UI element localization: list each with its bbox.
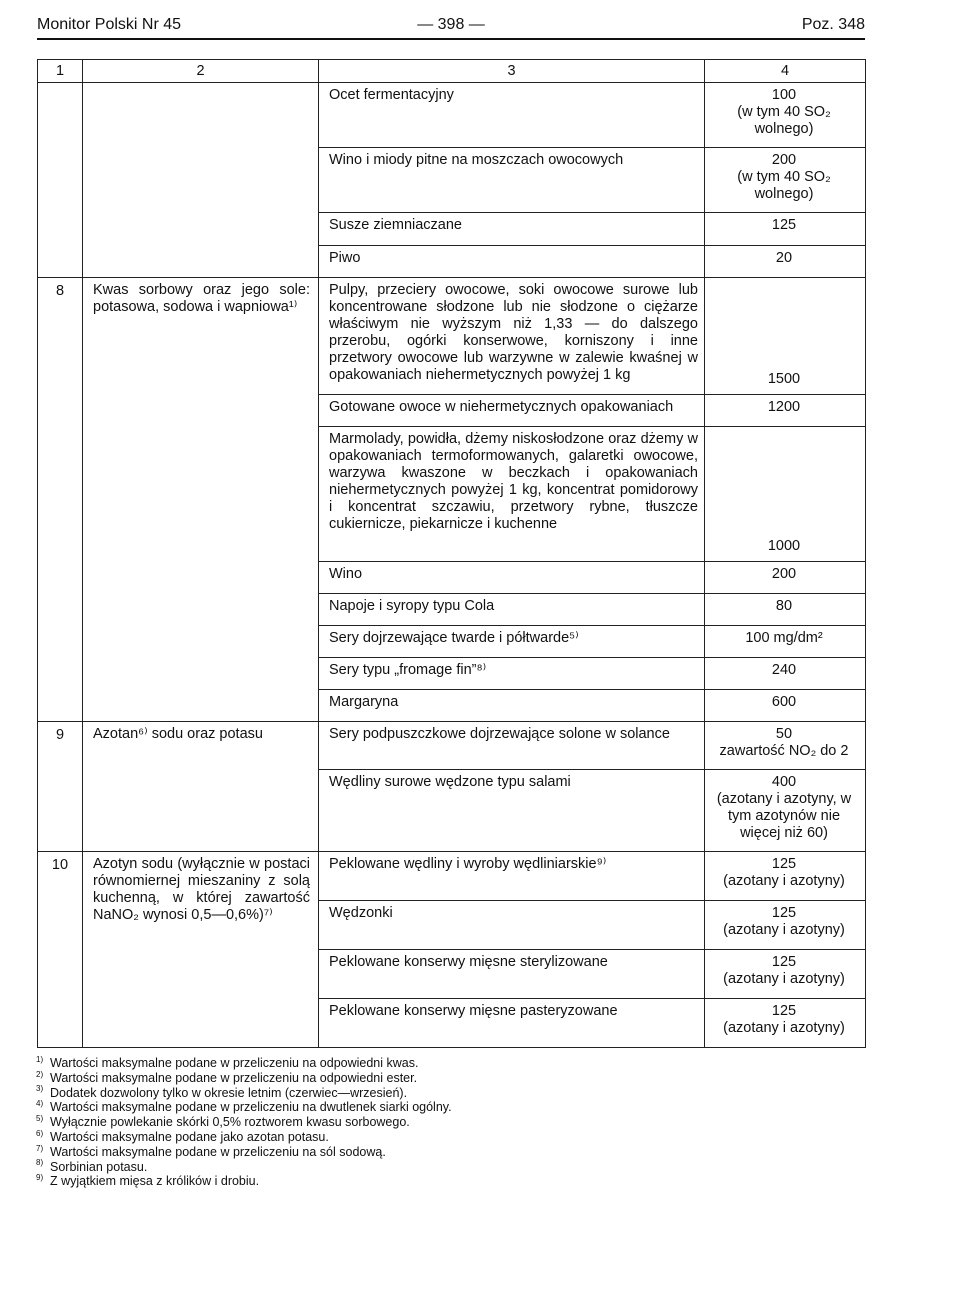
footnote-text: Sorbinian potasu.: [50, 1159, 148, 1174]
row-number: 10: [38, 852, 83, 1048]
amount-cell: [705, 427, 866, 562]
footnote: 1) Wartości maksymalne podane w przeliczeniu na odpowiedni kwas.: [36, 1054, 419, 1070]
max-amount: 125 (azotany i azotyny): [723, 856, 845, 889]
food-product: Peklowane konserwy mięsne pasteryzowane: [319, 999, 705, 1048]
position-number: Poz. 348: [801, 16, 865, 33]
row-number: 9: [38, 722, 83, 852]
food-product: Wino: [319, 562, 705, 594]
table-row: [38, 852, 866, 901]
max-amount: 200 (w tym 40 SO₂ wolnego): [737, 152, 831, 202]
amount-cell: [705, 658, 866, 690]
footnote: 9) Z wyjątkiem mięsa z królików i drobiu.: [36, 1173, 260, 1189]
max-amount: 1000: [767, 538, 801, 554]
amount-cell: [705, 278, 866, 395]
amount-cell: [705, 148, 866, 213]
max-amount: 400 (azotany i azotyny, w tym azotynów nie więcej niż 60): [716, 774, 852, 841]
food-product: Napoje i syropy typu Cola: [319, 594, 705, 626]
food-product: Wędzonki: [319, 901, 705, 950]
footnote: 5) Wyłącznie powlekanie skórki 0,5% roztworem kwasu sorbowego.: [36, 1114, 410, 1130]
amount-cell: [705, 690, 866, 722]
footnote: 8) Sorbinian potasu.: [36, 1158, 148, 1174]
max-amount: 125 (azotany i azotyny): [723, 1003, 845, 1036]
amount-cell: [705, 594, 866, 626]
footnote: 4) Wartości maksymalne podane w przeliczeniu na dwutlenek siarki ogólny.: [36, 1099, 452, 1115]
max-amount: 100 (w tym 40 SO₂ wolnego): [737, 87, 831, 137]
amount-cell: [705, 246, 866, 278]
additives-table: [37, 59, 866, 1048]
amount-cell: [705, 722, 866, 770]
footnote: 7) Wartości maksymalne podane w przeliczeniu na sól sodową.: [36, 1143, 386, 1159]
column-header: 1: [38, 60, 83, 83]
amount-cell: [705, 395, 866, 427]
food-product: Sery dojrzewające twarde i półtwarde⁵⁾: [319, 626, 705, 658]
footnote-text: Wartości maksymalne podane jako azotan potasu.: [50, 1129, 329, 1144]
page-number: — 398 —: [417, 16, 485, 33]
max-amount: 100 mg/dm²: [745, 630, 823, 646]
column-header-row: [38, 60, 866, 83]
food-product: Peklowane konserwy mięsne sterylizowane: [319, 950, 705, 999]
footnote-text: Wartości maksymalne podane w przeliczeniu na odpowiedni ester.: [50, 1070, 418, 1085]
substance-name: [83, 83, 319, 278]
column-header: 4: [705, 60, 866, 83]
amount-cell: [705, 213, 866, 246]
food-product: Margaryna: [319, 690, 705, 722]
max-amount: 50 zawartość NO₂ do 2: [719, 726, 849, 759]
max-amount: 125: [771, 217, 797, 233]
footnote-text: Z wyjątkiem mięsa z królików i drobiu.: [50, 1174, 260, 1189]
amount-cell: [705, 562, 866, 594]
footnote-text: Wyłącznie powlekanie skórki 0,5% roztworem kwasu sorbowego.: [50, 1115, 410, 1130]
amount-cell: [705, 950, 866, 999]
publication-title: Monitor Polski Nr 45: [37, 16, 182, 33]
column-header: 3: [319, 60, 705, 83]
max-amount: 125 (azotany i azotyny): [723, 954, 845, 987]
max-amount: 1500: [767, 371, 801, 387]
column-header: 2: [83, 60, 319, 83]
food-product: Wędliny surowe wędzone typu salami: [319, 770, 705, 852]
row-number: [38, 83, 83, 278]
food-product: Ocet fermentacyjny: [319, 83, 705, 148]
max-amount: 1200: [767, 399, 801, 415]
max-amount: 20: [775, 250, 793, 266]
max-amount: 240: [771, 662, 797, 678]
amount-cell: [705, 626, 866, 658]
table-row: [38, 83, 866, 148]
substance-name: Azotan⁶⁾ sodu oraz potasu: [83, 722, 319, 852]
amount-cell: [705, 901, 866, 950]
amount-cell: [705, 999, 866, 1048]
amount-cell: [705, 83, 866, 148]
food-product: Susze ziemniaczane: [319, 213, 705, 246]
max-amount: 80: [775, 598, 793, 614]
footnote-text: Wartości maksymalne podane w przeliczeniu na dwutlenek siarki ogólny.: [50, 1100, 452, 1115]
row-number: 8: [38, 278, 83, 722]
footnote-text: Wartości maksymalne podane w przeliczeniu na odpowiedni kwas.: [50, 1056, 419, 1070]
substance-name: Kwas sorbowy oraz jego sole: potasowa, sodowa i wapniowa¹⁾: [83, 278, 319, 722]
amount-cell: [705, 852, 866, 901]
footnotes: [36, 1056, 452, 1189]
footnote-text: Dodatek dozwolony tylko w okresie letnim (czerwiec—wrzesień).: [50, 1085, 408, 1100]
food-product: Sery podpuszczkowe dojrzewające solone w solance: [319, 722, 705, 770]
food-product: Peklowane wędliny i wyroby wędliniarskie⁹⁾: [319, 852, 705, 901]
table-row: [38, 722, 866, 770]
substance-name: Azotyn sodu (wyłącznie w postaci równomiernej mieszaniny z solą kuchenną, w której zawartość NaNO₂ wynosi 0,5—0,6%)⁷⁾: [83, 852, 319, 1048]
food-product: Wino i miody pitne na moszczach owocowych: [319, 148, 705, 213]
food-product: Gotowane owoce w niehermetycznych opakowaniach: [319, 395, 705, 427]
max-amount: 200: [771, 566, 797, 582]
footnote: 2) Wartości maksymalne podane w przeliczeniu na odpowiedni ester.: [36, 1069, 418, 1085]
footnote: 3) Dodatek dozwolony tylko w okresie letnim (czerwiec—wrzesień).: [36, 1084, 408, 1100]
footnote: 6) Wartości maksymalne podane jako azotan potasu.: [36, 1128, 329, 1144]
food-product: Marmolady, powidła, dżemy niskosłodzone oraz dżemy w opakowaniach termoformowanych, galaretki owocowe, warzywa kwaszone w beczkach i opakowaniach niehermetycznych powyżej 1 kg, koncentrat pomidorowy i koncentrat szczawiu, przetwory rybne, tłuszcze cukiernicze, piekarnicze i kuchenne: [319, 427, 705, 562]
max-amount: 125 (azotany i azotyny): [723, 905, 845, 938]
page-header: [37, 16, 865, 40]
food-product: Pulpy, przeciery owocowe, soki owocowe surowe lub koncentrowane słodzone lub nie słodzone o ciężarze właściwym nie wyższym niż 1,33 — do dalszego przerobu, ogórki konserwowe, korniszony i inne przetwory owocowe lub warzywne w zalewie kwaśnej w opakowaniach niehermetycznych powyżej 1 kg: [319, 278, 705, 395]
max-amount: 600: [771, 694, 797, 710]
amount-cell: [705, 770, 866, 852]
footnote-text: Wartości maksymalne podane w przeliczeniu na sól sodową.: [50, 1144, 386, 1159]
food-product: Piwo: [319, 246, 705, 278]
table-row: [38, 278, 866, 395]
food-product: Sery typu „fromage fin”⁸⁾: [319, 658, 705, 690]
